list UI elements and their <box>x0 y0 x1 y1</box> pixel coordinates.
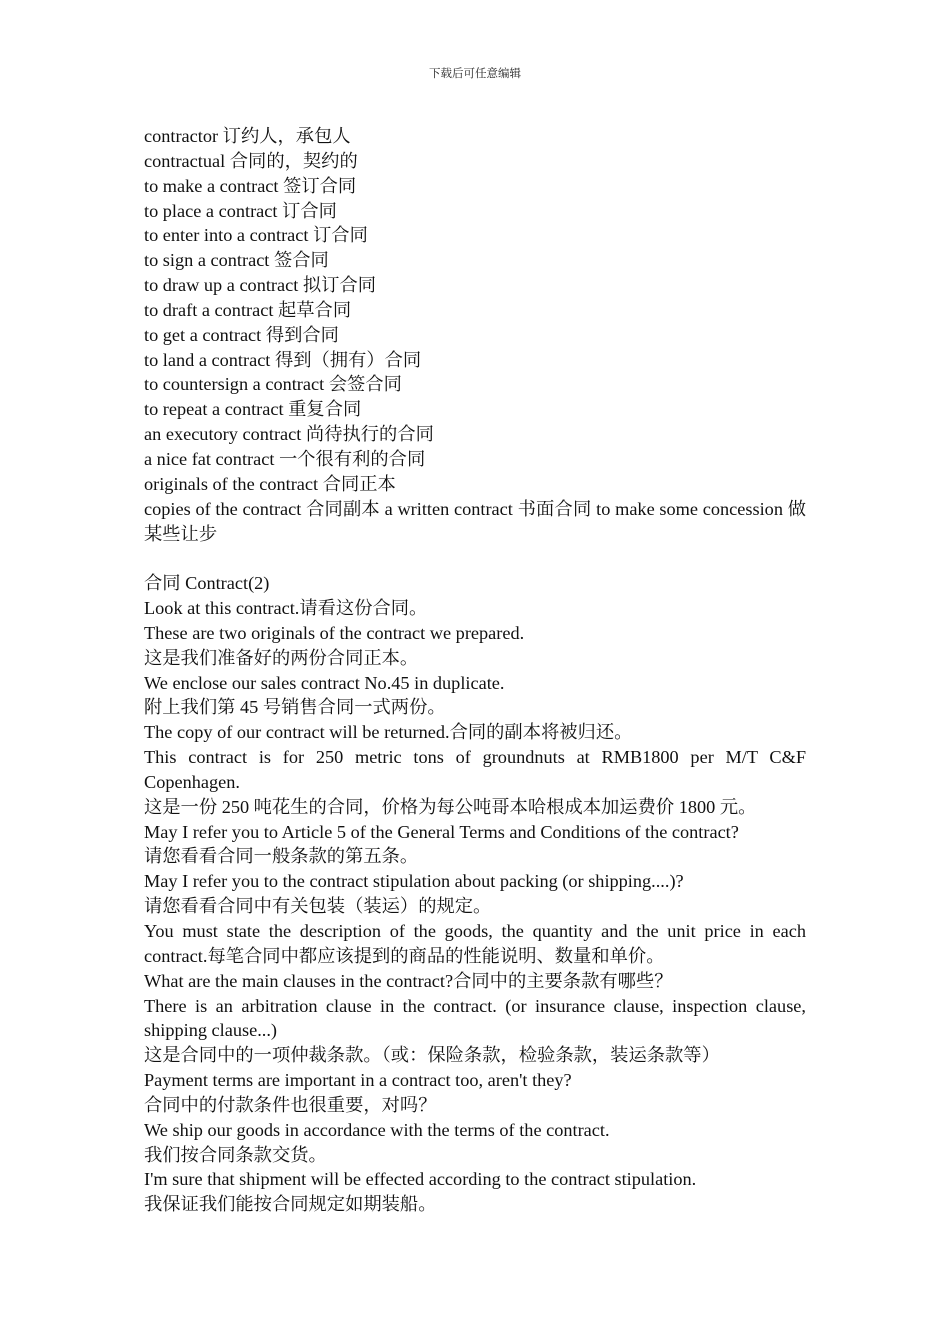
sentence-line: 我们按合同条款交货。 <box>144 1144 327 1165</box>
vocab-line: contractual 合同的，契约的 <box>144 150 358 171</box>
sentence-line: May I refer you to Article 5 of the General Terms and Conditions of the contract? <box>144 821 739 842</box>
page-header: 下载后可任意编辑 <box>429 68 521 80</box>
vocab-line: a nice fat contract 一个很有利的合同 <box>144 448 426 469</box>
vocab-line: to draft a contract 起草合同 <box>144 299 352 320</box>
sentence-line: We enclose our sales contract No.45 in duplicate. <box>144 672 505 693</box>
sentence-line: We ship our goods in accordance with the terms of the contract. <box>144 1119 610 1140</box>
vocab-line: to place a contract 订合同 <box>144 200 337 221</box>
sentence-line: The copy of our contract will be returned.合同的副本将被归还。 <box>144 722 633 743</box>
sentence-line: What are the main clauses in the contract?合同中的主要条款有哪些？ <box>144 970 673 991</box>
sentence-line: 请您看看合同一般条款的第五条。 <box>144 846 419 867</box>
vocab-line: contractor 订约人，承包人 <box>144 126 351 146</box>
sentence-line: 我保证我们能按合同规定如期装船。 <box>144 1194 437 1215</box>
vocab-line: to enter into a contract 订合同 <box>144 225 368 246</box>
sentence-paragraph: You must state the description of the goods, the quantity and the unit price in each contract.每笔合同中都应该提到的商品的性能说明、数量和单价。 <box>144 921 806 966</box>
blank-line <box>144 546 806 571</box>
sentence-line: 这是我们准备好的两份合同正本。 <box>144 647 419 668</box>
vocab-line: to land a contract 得到（拥有）合同 <box>144 349 422 370</box>
sentence-line: May I refer you to the contract stipulation about packing (or shipping....)? <box>144 871 684 892</box>
sentence-line: 请您看看合同中有关包装（装运）的规定。 <box>144 896 492 917</box>
sentence-paragraph: There is an arbitration clause in the contract. (or insurance clause, inspection clause, shipping clause...) <box>144 995 806 1041</box>
sentence-paragraph: This contract is for 250 metric tons of groundnuts at RMB1800 per M/T C&F Copenhagen. <box>144 747 806 792</box>
sentence-line: 这是合同中的一项仲裁条款。（或：保险条款，检验条款，装运条款等） <box>144 1045 720 1066</box>
sentence-line: 合同中的付款条件也很重要，对吗？ <box>144 1094 437 1115</box>
vocab-line: to repeat a contract 重复合同 <box>144 399 362 420</box>
section-title: 合同 Contract(2) <box>144 573 270 594</box>
vocab-line: to sign a contract 签合同 <box>144 250 329 271</box>
vocab-line: to draw up a contract 拟订合同 <box>144 275 377 296</box>
vocab-line: an executory contract 尚待执行的合同 <box>144 424 434 445</box>
sentence-line: These are two originals of the contract we prepared. <box>144 622 525 643</box>
vocab-line: originals of the contract 合同正本 <box>144 473 396 494</box>
vocab-paragraph: copies of the contract 合同副本 a written contract 书面合同 to make some concession 做某些让步 <box>144 498 806 544</box>
sentence-line: 附上我们第 45 号销售合同一式两份。 <box>144 697 446 718</box>
sentence-line: Payment terms are important in a contract too, aren't they? <box>144 1070 572 1091</box>
vocab-line: to get a contract 得到合同 <box>144 324 339 345</box>
sentence-line: I'm sure that shipment will be effected according to the contract stipulation. <box>144 1169 697 1190</box>
document-body <box>144 124 806 1217</box>
sentence-line: Look at this contract.请看这份合同。 <box>144 598 428 619</box>
vocab-line: to countersign a contract 会签合同 <box>144 374 402 395</box>
vocab-line: to make a contract 签订合同 <box>144 175 357 196</box>
sentence-line: 这是一份 250 吨花生的合同，价格为每公吨哥本哈根成本加运费价 1800 元。 <box>144 796 757 817</box>
